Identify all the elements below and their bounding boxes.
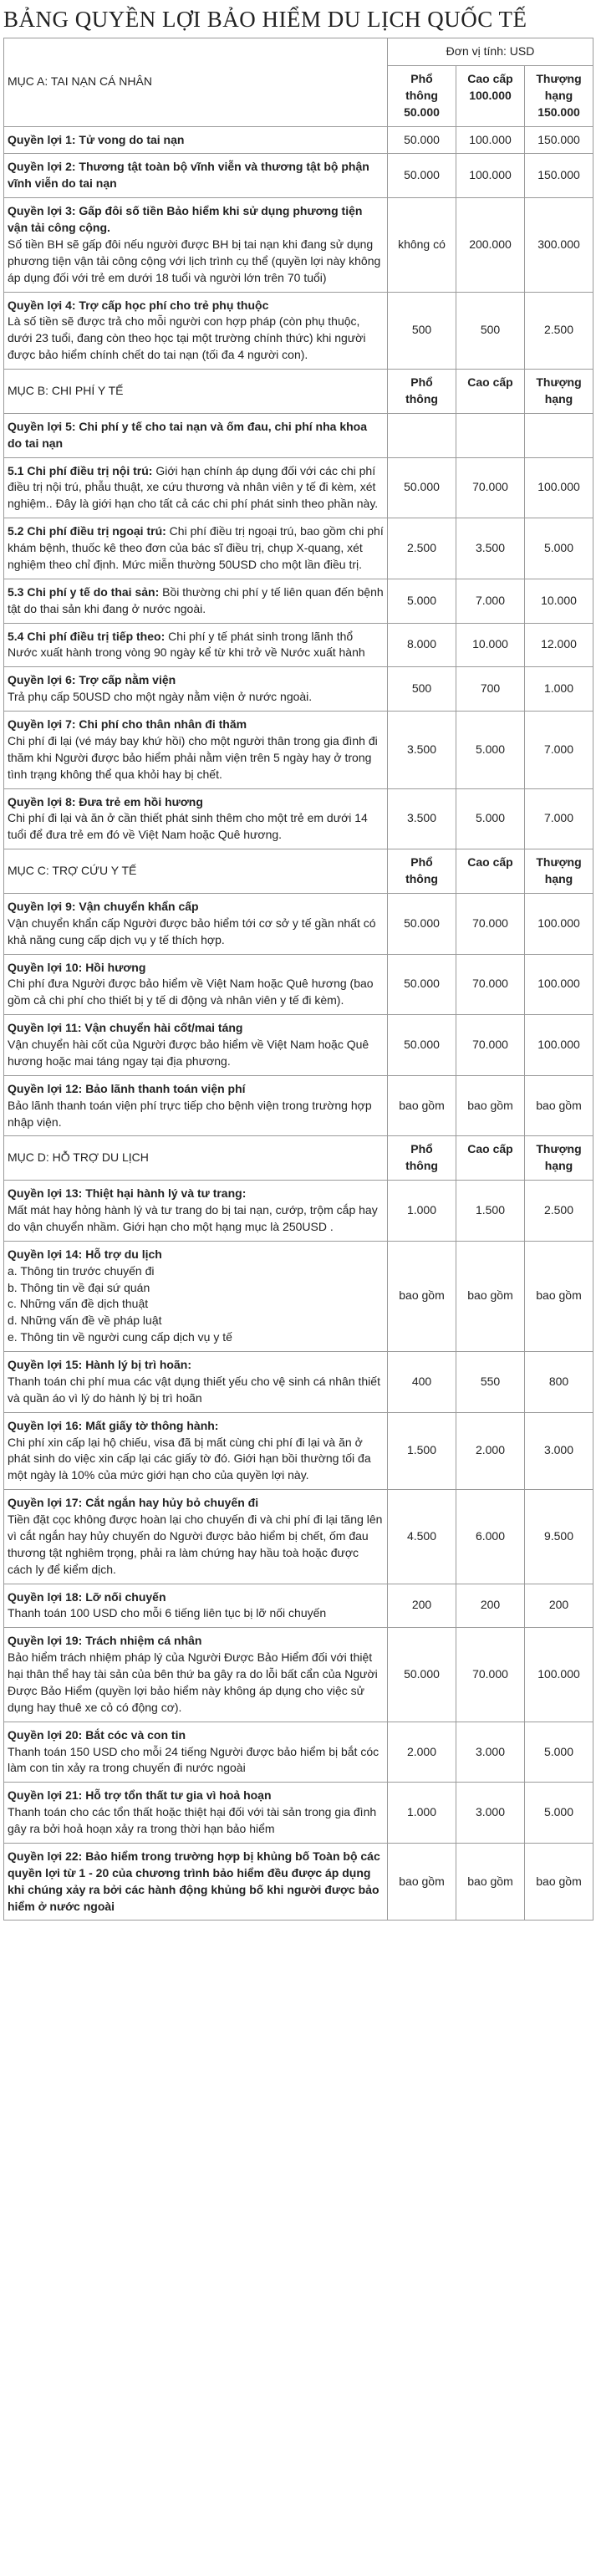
benefit-row — [4, 1412, 593, 1490]
benefit-value: bao gồm — [456, 1241, 525, 1351]
benefit-value: 7.000 — [456, 579, 525, 623]
benefit-description: Tiền đặt cọc không được hoàn lại cho chuyến đi và chi phí đi lại tăng lên vì cắt ngắn hay hủy chuyến do Người được bảo hiểm bị chết, ốm đau thương tật nghiêm trọng, phải ra làm chứng hay hầu toà hoặc được cách ly để kiểm dịch. — [8, 1512, 383, 1576]
benefit-cell — [4, 1352, 388, 1413]
benefit-value: 1.500 — [456, 1181, 525, 1242]
benefit-value: 12.000 — [525, 623, 593, 667]
benefit-row — [4, 518, 593, 579]
unit-label: Đơn vị tính: USD — [388, 38, 593, 66]
benefit-value: 3.000 — [456, 1783, 525, 1844]
benefit-inline — [8, 523, 384, 574]
benefit-value: 1.000 — [525, 667, 593, 712]
benefit-cell — [4, 154, 388, 198]
benefit-value: 550 — [456, 1352, 525, 1413]
plan-header-line: 100.000 — [469, 88, 512, 102]
benefit-value: 8.000 — [388, 623, 456, 667]
benefit-value: 3.500 — [456, 518, 525, 579]
benefit-cell — [4, 1412, 388, 1490]
benefit-cell — [4, 457, 388, 518]
plan-header-line: hạng — [544, 1159, 573, 1173]
benefit-cell — [4, 1722, 388, 1783]
plan-header — [456, 1136, 525, 1181]
plan-header — [525, 1136, 593, 1181]
benefit-value: 2.500 — [525, 1181, 593, 1242]
benefit-value — [388, 413, 456, 457]
benefit-value: 1.500 — [388, 1412, 456, 1490]
benefit-row — [4, 1241, 593, 1351]
benefit-description: Là số tiền sẽ được trả cho mỗi người con hợp pháp (còn phụ thuộc, dưới 23 tuổi, đang còn theo học tại một trường chính thức) khi người được bảo hiểm chính chết do tai nạn (tối đa 4 người con). — [8, 314, 366, 362]
benefit-title: 5.2 Chi phí điều trị ngoại trú: — [8, 524, 166, 538]
benefit-value: 150.000 — [525, 126, 593, 154]
benefit-value: 400 — [388, 1352, 456, 1413]
benefit-cell — [4, 893, 388, 954]
benefit-cell — [4, 518, 388, 579]
benefit-row — [4, 198, 593, 292]
benefit-value: bao gồm — [525, 1241, 593, 1351]
plan-header-line: Cao cấp — [467, 71, 513, 85]
benefit-row — [4, 1628, 593, 1722]
benefit-value: 50.000 — [388, 1015, 456, 1076]
benefit-title: Quyền lợi 11: Vận chuyển hài cốt/mai táng — [8, 1021, 243, 1035]
benefit-title: 5.4 Chi phí điều trị tiếp theo: — [8, 629, 166, 643]
plan-header-line: Phổ — [410, 375, 433, 389]
benefit-list-item: a. Thông tin trước chuyến đi — [8, 1263, 155, 1278]
section-name: MỤC B: CHI PHÍ Y TẾ — [4, 370, 388, 414]
benefit-title: Quyền lợi 12: Bảo lãnh thanh toán viện phí — [8, 1081, 246, 1095]
benefit-inline — [8, 463, 384, 513]
benefit-title: Quyền lợi 10: Hồi hương — [8, 960, 146, 974]
benefit-title: Quyền lợi 6: Trợ cấp nằm viện — [8, 673, 176, 687]
benefits-table — [3, 38, 593, 1921]
plan-header — [388, 65, 456, 126]
section-header-row — [4, 370, 593, 414]
section-header-row — [4, 1136, 593, 1181]
benefit-value: 200.000 — [456, 198, 525, 292]
benefit-value: 2.500 — [388, 518, 456, 579]
benefit-value: 2.000 — [388, 1722, 456, 1783]
benefit-title: Quyền lợi 7: Chi phí cho thân nhân đi thăm — [8, 717, 247, 731]
benefit-description: Số tiền BH sẽ gấp đôi nếu người được BH bị tai nạn khi đang sử dụng phương tiện vận tải công cộng với lịch trình cụ thể (quyền lợi này không áp dụng đối với trẻ em dưới 18 tuổi và người lớn trên 70 tuổi) — [8, 237, 381, 284]
plan-header-line: hạng — [544, 391, 573, 406]
plan-header-line: hạng — [544, 88, 573, 102]
benefit-row — [4, 154, 593, 198]
plan-header-line: thông — [405, 1159, 438, 1173]
benefit-row — [4, 954, 593, 1015]
benefit-title: 5.1 Chi phí điều trị nội trú: — [8, 463, 153, 477]
plan-header — [525, 65, 593, 126]
benefit-title: Quyền lợi 16: Mất giấy tờ thông hành: — [8, 1418, 219, 1432]
benefit-value: 100.000 — [525, 457, 593, 518]
benefit-title: Quyền lợi 17: Cắt ngắn hay hủy bỏ chuyến đi — [8, 1496, 259, 1510]
benefit-cell — [4, 198, 388, 292]
benefit-description: Chi phí điều trị ngoại trú, bao gồm chi phí khám bệnh, thuốc kê theo đơn của bác sĩ điều trị, chụp X-quang, xét nghiệm theo chỉ định. Mức miễn thường 50USD cho một lần điều trị. — [8, 524, 384, 571]
benefit-cell — [4, 413, 388, 457]
benefit-value: 50.000 — [388, 126, 456, 154]
benefit-title: Quyền lợi 22: Bảo hiểm trong trường hợp bị khủng bố Toàn bộ các quyền lợi từ 1 - 20 của chương trình bảo hiểm đều được áp dụng khi chúng xảy ra bởi các hành động khủng bố khi người được bảo hiểm ở nước ngoài — [8, 1849, 380, 1913]
benefit-value: 800 — [525, 1352, 593, 1413]
section-header-row — [4, 849, 593, 894]
plan-header-line: Cao cấp — [467, 375, 513, 389]
benefit-value: 100.000 — [456, 154, 525, 198]
plan-header — [388, 1136, 456, 1181]
benefit-value: 5.000 — [456, 788, 525, 849]
plan-header-line: Phổ — [410, 855, 433, 870]
benefit-value: 70.000 — [456, 457, 525, 518]
benefit-description: Bảo lãnh thanh toán viện phí trực tiếp cho bệnh viện trong trường hợp nhập viện. — [8, 1098, 372, 1129]
benefit-cell — [4, 292, 388, 370]
plan-header-line: thông — [405, 88, 438, 102]
benefit-cell — [4, 1584, 388, 1628]
benefit-title: Quyền lợi 20: Bắt cóc và con tin — [8, 1727, 186, 1742]
benefit-description: Bảo hiểm trách nhiệm pháp lý của Người Được Bảo Hiểm đối với thiệt hại thân thể hay tài sản của bên thứ ba gây ra do lỗi bất cẩn của Người Được Bảo Hiểm (quyền lợi bảo hiểm này không áp dụng cho việc sử dụng hay thuê xe cỏ có động cơ). — [8, 1650, 378, 1714]
benefit-value: 700 — [456, 667, 525, 712]
benefit-value: 3.000 — [525, 1412, 593, 1490]
benefit-cell — [4, 1843, 388, 1921]
benefit-row — [4, 893, 593, 954]
benefit-row — [4, 457, 593, 518]
benefit-cell — [4, 1490, 388, 1584]
benefit-title: Quyền lợi 19: Trách nhiệm cá nhân — [8, 1634, 202, 1648]
benefit-value: 7.000 — [525, 788, 593, 849]
benefit-cell — [4, 623, 388, 667]
plan-header-line: hạng — [544, 872, 573, 885]
benefit-cell — [4, 712, 388, 789]
plan-header-line: Thượng — [536, 375, 582, 389]
benefit-row — [4, 413, 593, 457]
benefit-value: 500 — [388, 292, 456, 370]
benefit-value: 5.000 — [456, 712, 525, 789]
benefit-row — [4, 1843, 593, 1921]
benefit-description: Giới hạn chính áp dụng đối với các chi phí điều trị nội trú, phẫu thuật, xe cứu thương và nhân viên y tế đi kèm, xét nghiệm.. Đây là giới hạn cho tất cả các chi phí phát sinh theo phần này. — [8, 463, 379, 511]
benefit-value: 2.000 — [456, 1412, 525, 1490]
benefit-row — [4, 1490, 593, 1584]
benefit-value: 9.500 — [525, 1490, 593, 1584]
benefit-cell — [4, 788, 388, 849]
benefit-description: Thanh toán 100 USD cho mỗi 6 tiếng liên tục bị lỡ nối chuyến — [8, 1606, 327, 1620]
benefit-inline — [8, 584, 384, 618]
plan-header — [388, 370, 456, 414]
benefit-value: 50.000 — [388, 154, 456, 198]
plan-header-line: Thượng — [536, 1142, 582, 1156]
benefit-value: 5.000 — [525, 1783, 593, 1844]
benefit-title: Quyền lợi 13: Thiệt hại hành lý và tư trang: — [8, 1186, 247, 1201]
plan-header-line: thông — [405, 391, 438, 406]
benefit-value: 70.000 — [456, 1015, 525, 1076]
benefit-title: Quyền lợi 2: Thương tật toàn bộ vĩnh viễn và thương tật bộ phận vĩnh viễn do tai nạn — [8, 160, 369, 191]
benefits-table-body — [4, 38, 593, 1921]
benefit-cell — [4, 1015, 388, 1076]
benefit-value: 5.000 — [388, 579, 456, 623]
benefit-cell — [4, 126, 388, 154]
benefit-row — [4, 1584, 593, 1628]
benefit-value — [525, 413, 593, 457]
benefit-cell — [4, 1783, 388, 1844]
benefit-description: Chi phí đưa Người được bảo hiểm về Việt Nam hoặc Quê hương (bao gồm cả chi phí cho thiết bị y tế di động và nhân viên y tế đi kèm). — [8, 977, 374, 1007]
benefit-cell — [4, 1628, 388, 1722]
benefit-value: 70.000 — [456, 1628, 525, 1722]
benefit-value: 50.000 — [388, 1628, 456, 1722]
benefit-value: 100.000 — [456, 126, 525, 154]
plan-header — [525, 849, 593, 894]
benefit-list-item: b. Thông tin về đại sứ quán — [8, 1280, 150, 1294]
benefit-title: Quyền lợi 8: Đưa trẻ em hồi hương — [8, 794, 203, 809]
plan-header-line: 50.000 — [404, 105, 440, 119]
benefit-value: 100.000 — [525, 1628, 593, 1722]
benefit-value: 10.000 — [456, 623, 525, 667]
benefit-description: Vận chuyển khẩn cấp Người được bảo hiểm tới cơ sở y tế gần nhất có khả năng cung cấp dịch vụ y tế thích hợp. — [8, 916, 376, 946]
plan-header-line: Cao cấp — [467, 1142, 513, 1156]
benefit-value: bao gồm — [525, 1075, 593, 1136]
benefit-value: 3.500 — [388, 788, 456, 849]
section-name: MỤC C: TRỢ CỨU Y TẾ — [4, 849, 388, 894]
section-header-row — [4, 38, 593, 66]
benefit-value: 200 — [456, 1584, 525, 1628]
benefit-description: Chi phí đi lại và ăn ở cần thiết phát sinh thêm cho một trẻ em dưới 14 tuổi để đưa trẻ em đó về Việt Nam hoặc Quê hương. — [8, 811, 368, 842]
benefit-cell — [4, 1241, 388, 1351]
benefit-row — [4, 712, 593, 789]
benefit-row — [4, 1075, 593, 1136]
benefit-value: 50.000 — [388, 457, 456, 518]
benefit-value: 50.000 — [388, 893, 456, 954]
page-title: BẢNG QUYỀN LỢI BẢO HIỂM DU LỊCH QUỐC TẾ — [3, 7, 527, 32]
plan-header-line: Thượng — [536, 71, 582, 85]
benefit-value: không có — [388, 198, 456, 292]
benefit-row — [4, 1181, 593, 1242]
benefit-description: Bồi thường chi phí y tế liên quan đến bệnh tật do thai sản khi đang ở nước ngoài. — [8, 584, 384, 615]
benefit-title: Quyền lợi 5: Chi phí y tế cho tai nạn và ốm đau, chi phí nha khoa do tai nạn — [8, 419, 368, 450]
benefit-row — [4, 1352, 593, 1413]
benefit-value: 50.000 — [388, 954, 456, 1015]
plan-header-line: 150.000 — [537, 105, 580, 119]
benefit-value: 10.000 — [525, 579, 593, 623]
section-name: MỤC D: HỖ TRỢ DU LỊCH — [4, 1136, 388, 1181]
benefit-row — [4, 788, 593, 849]
benefit-row — [4, 126, 593, 154]
benefit-title: Quyền lợi 4: Trợ cấp học phí cho trẻ phụ thuộc — [8, 298, 269, 312]
benefit-value: 70.000 — [456, 893, 525, 954]
benefit-row — [4, 579, 593, 623]
benefit-title: Quyền lợi 18: Lỡ nối chuyến — [8, 1589, 166, 1604]
benefit-value: 200 — [388, 1584, 456, 1628]
benefit-description: Trả phụ cấp 50USD cho một ngày nằm viện ở nước ngoài. — [8, 690, 313, 704]
benefit-title: Quyền lợi 15: Hành lý bị trì hoãn: — [8, 1358, 191, 1371]
benefit-value — [456, 413, 525, 457]
benefit-list-item: c. Những vấn đề dịch thuật — [8, 1297, 149, 1311]
benefit-row — [4, 292, 593, 370]
benefit-value: 500 — [456, 292, 525, 370]
benefit-row — [4, 667, 593, 712]
benefit-description: Chi phí đi lại (vé máy bay khứ hồi) cho một người thân trong gia đình đi thăm khi Người được bảo hiểm phải nằm viện trên 5 ngày hay ở trong tình trạng không thể qua khỏi hay bị chết. — [8, 733, 378, 781]
benefit-list-item: e. Thông tin về người cung cấp dịch vụ y tế — [8, 1330, 232, 1344]
benefit-value: bao gồm — [525, 1843, 593, 1921]
benefit-value: 3.500 — [388, 712, 456, 789]
benefit-list-item: d. Những vấn đề về pháp luật — [8, 1314, 162, 1328]
plan-header-line: thông — [405, 872, 438, 885]
plan-header-line: Cao cấp — [467, 855, 513, 870]
plan-header-line: Thượng — [536, 855, 582, 870]
benefit-value: 100.000 — [525, 954, 593, 1015]
benefit-title: Quyền lợi 3: Gấp đôi số tiền Bảo hiểm khi sử dụng phương tiện vận tải công cộng. — [8, 204, 363, 234]
plan-header — [525, 370, 593, 414]
benefit-description: Thanh toán cho các tổn thất hoặc thiệt hại đối với tài sản trong gia đình gây ra bởi hoả hoạn xảy ra trong thời hạn bảo hiểm — [8, 1805, 377, 1835]
benefit-value: 70.000 — [456, 954, 525, 1015]
benefit-cell — [4, 954, 388, 1015]
plan-header-line: Phổ — [410, 71, 433, 85]
plan-header — [456, 370, 525, 414]
benefit-description: Thanh toán chi phí mua các vật dụng thiết yếu cho vệ sinh cá nhân thiết và quần áo vì lý do hành lý bị trì hoãn — [8, 1374, 380, 1405]
plan-header — [456, 65, 525, 126]
benefit-row — [4, 623, 593, 667]
benefit-value: 4.500 — [388, 1490, 456, 1584]
benefit-value: 150.000 — [525, 154, 593, 198]
benefit-title: 5.3 Chi phí y tế do thai sản: — [8, 584, 160, 599]
benefit-title: Quyền lợi 9: Vận chuyển khẩn cấp — [8, 899, 199, 913]
benefit-value: 2.500 — [525, 292, 593, 370]
plan-header — [388, 849, 456, 894]
plan-header-line: Phổ — [410, 1142, 433, 1156]
benefit-value: bao gồm — [456, 1843, 525, 1921]
benefit-value: 100.000 — [525, 893, 593, 954]
benefit-value: bao gồm — [388, 1843, 456, 1921]
benefit-title: Quyền lợi 21: Hỗ trợ tổn thất tư gia vì hoả hoạn — [8, 1788, 272, 1803]
benefit-value: 6.000 — [456, 1490, 525, 1584]
benefit-value: 5.000 — [525, 1722, 593, 1783]
benefit-cell — [4, 1075, 388, 1136]
benefit-description: Chi phí y tế phát sinh trong lãnh thổ Nước xuất hành trong vòng 90 ngày kể từ khi trở về Nước xuất hành — [8, 629, 365, 660]
benefit-description: Vận chuyển hài cốt của Người được bảo hiểm về Việt Nam hoặc Quê hương hoặc mai táng ngay tại địa phương. — [8, 1038, 369, 1068]
benefit-description: Chi phí xin cấp lại hộ chiếu, visa đã bị mất cùng chi phí đi lại và ăn ở phát sinh do việc xin cấp lại các giấy tờ đó. Giới hạn bồi thường tối đa một ngày là 10% của mức giới hạn cho của quyền lợi này. — [8, 1435, 371, 1482]
benefit-cell — [4, 579, 388, 623]
benefit-title: Quyền lợi 1: Tử vong do tai nạn — [8, 132, 185, 146]
benefit-value: bao gồm — [456, 1075, 525, 1136]
benefit-row — [4, 1783, 593, 1844]
benefit-value: bao gồm — [388, 1241, 456, 1351]
benefit-value: 3.000 — [456, 1722, 525, 1783]
section-name: MỤC A: TAI NẠN CÁ NHÂN — [4, 38, 388, 127]
benefit-title: Quyền lợi 14: Hỗ trợ du lịch — [8, 1247, 162, 1261]
benefit-value: 100.000 — [525, 1015, 593, 1076]
benefit-description: Thanh toán 150 USD cho mỗi 24 tiếng Người được bảo hiểm bị bắt cóc làm con tin xảy ra trong chuyến đi nước ngoài — [8, 1744, 380, 1775]
benefit-value: 7.000 — [525, 712, 593, 789]
benefit-value: 300.000 — [525, 198, 593, 292]
benefit-value: bao gồm — [388, 1075, 456, 1136]
benefit-cell — [4, 667, 388, 712]
benefit-value: 5.000 — [525, 518, 593, 579]
plan-header — [456, 849, 525, 894]
benefit-row — [4, 1722, 593, 1783]
benefit-value: 1.000 — [388, 1783, 456, 1844]
benefit-inline — [8, 629, 384, 662]
benefit-value: 200 — [525, 1584, 593, 1628]
benefit-description: Mất mát hay hỏng hành lý và tư trang do bị tai nạn, cướp, trộm cắp hay do vận chuyển nhầm. Giới hạn cho một hạng mục là 250USD . — [8, 1203, 378, 1233]
benefit-value: 500 — [388, 667, 456, 712]
benefit-value: 1.000 — [388, 1181, 456, 1242]
benefit-row — [4, 1015, 593, 1076]
benefit-cell — [4, 1181, 388, 1242]
